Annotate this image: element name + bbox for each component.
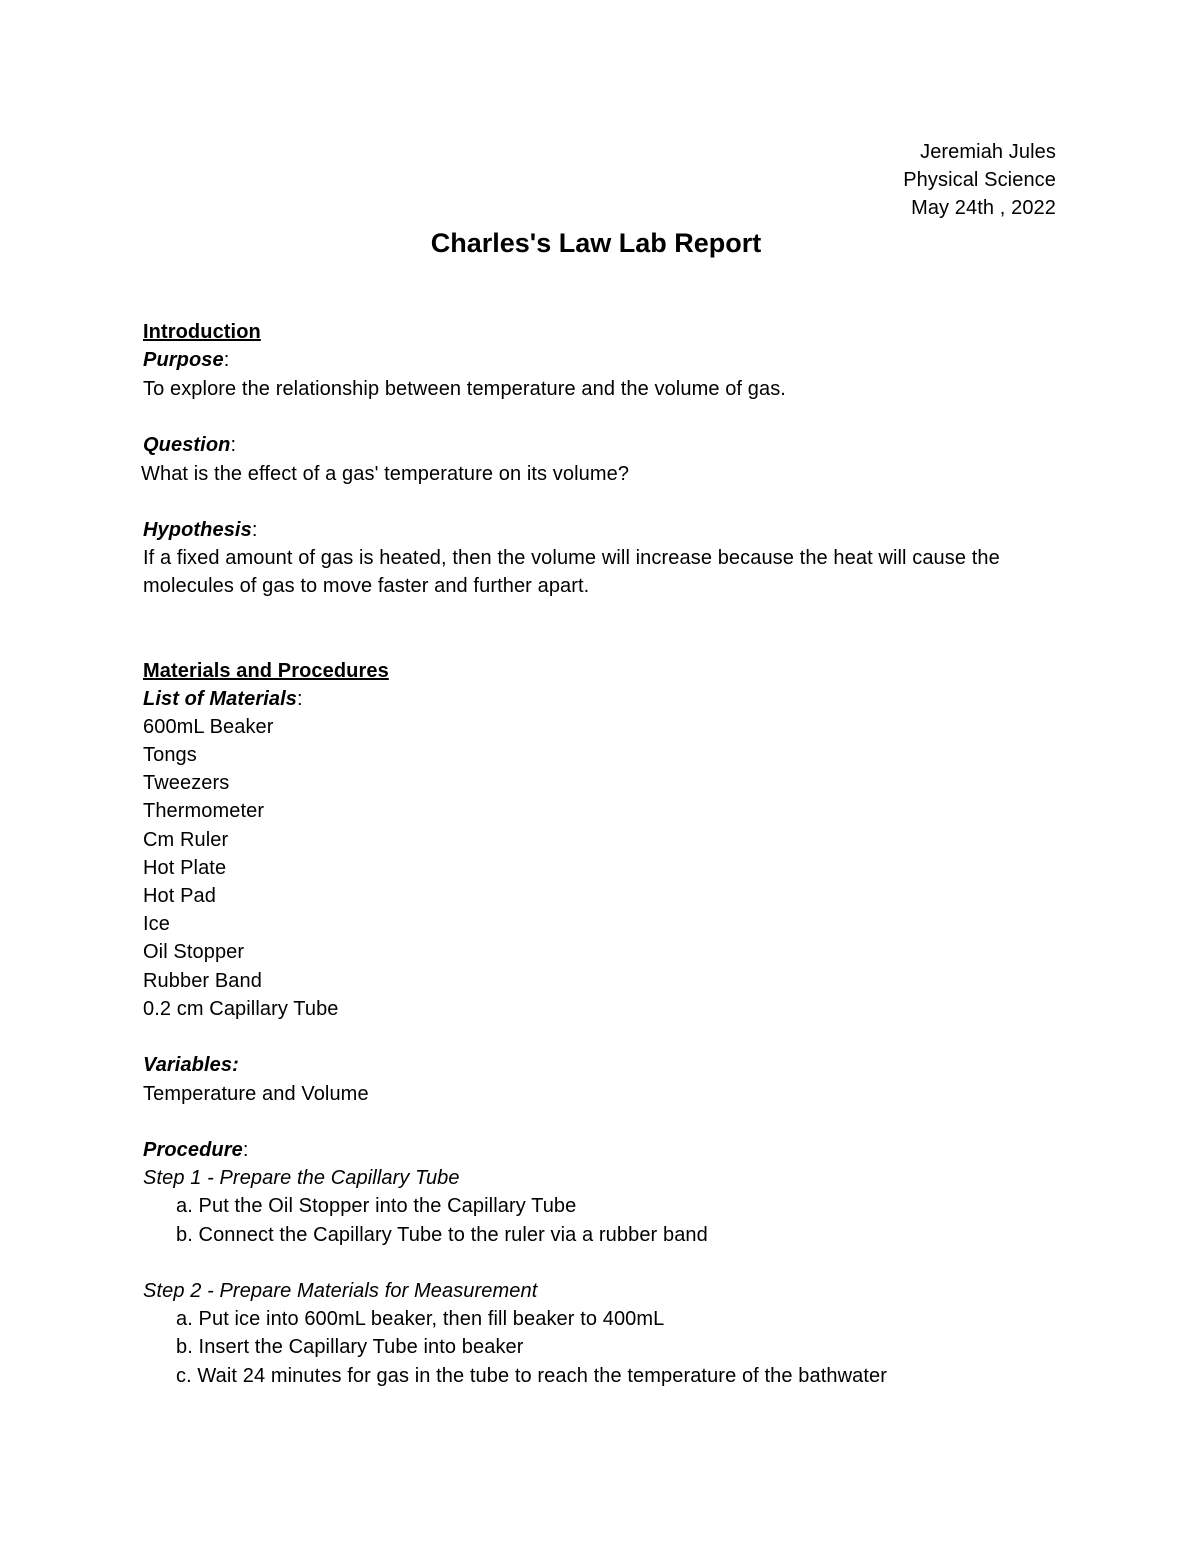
material-item: 600mL Beaker (143, 716, 274, 738)
step-item: a. Put ice into 600mL beaker, then fill beaker to 400mL (176, 1308, 665, 1330)
material-item: Tweezers (143, 772, 230, 794)
purpose-text: To explore the relationship between temperature and the volume of gas. (143, 378, 786, 400)
step-item: a. Put the Oil Stopper into the Capillary Tube (176, 1195, 577, 1217)
materials-label: List of Materials (143, 688, 297, 710)
question-text: What is the effect of a gas' temperature on its volume? (141, 463, 630, 485)
purpose-label: Purpose (143, 349, 224, 371)
introduction-heading: Introduction (143, 321, 261, 343)
material-item: Ice (143, 913, 170, 935)
step-item: b. Insert the Capillary Tube into beaker (176, 1336, 524, 1358)
material-item: Tongs (143, 744, 197, 766)
author-name: Jeremiah Jules (920, 141, 1056, 163)
variables-label: Variables: (143, 1054, 239, 1076)
materials-procedures-heading: Materials and Procedures (143, 660, 389, 682)
step-title: Step 2 - Prepare Materials for Measurement (143, 1280, 538, 1302)
procedure-label-line: Procedure: (143, 1139, 249, 1161)
hypothesis-text-line-2: molecules of gas to move faster and further apart. (143, 575, 590, 597)
step-item: b. Connect the Capillary Tube to the ruler via a rubber band (176, 1224, 708, 1246)
materials-label-line: List of Materials: (143, 688, 303, 710)
material-item: Hot Plate (143, 857, 227, 879)
hypothesis-text-line-1: If a fixed amount of gas is heated, then the volume will increase because the heat will cause the (143, 547, 1000, 569)
material-item: Oil Stopper (143, 941, 245, 963)
step-title: Step 1 - Prepare the Capillary Tube (143, 1167, 460, 1189)
hypothesis-label-line: Hypothesis: (143, 519, 258, 541)
page-title: Charles's Law Lab Report (430, 228, 762, 258)
material-item: Cm Ruler (143, 829, 229, 851)
step-item: c. Wait 24 minutes for gas in the tube to reach the temperature of the bathwater (176, 1365, 887, 1387)
report-date: May 24th , 2022 (911, 197, 1056, 219)
question-label-line: Question: (143, 434, 237, 456)
procedure-label: Procedure (143, 1139, 243, 1161)
material-item: Hot Pad (143, 885, 216, 907)
material-item: Rubber Band (143, 970, 262, 992)
material-item: 0.2 cm Capillary Tube (143, 998, 339, 1020)
purpose-label-line: Purpose: (143, 349, 230, 371)
hypothesis-label: Hypothesis (143, 519, 252, 541)
course-name: Physical Science (903, 169, 1056, 191)
question-label: Question (143, 434, 231, 456)
variables-text: Temperature and Volume (143, 1083, 369, 1105)
material-item: Thermometer (143, 800, 265, 822)
